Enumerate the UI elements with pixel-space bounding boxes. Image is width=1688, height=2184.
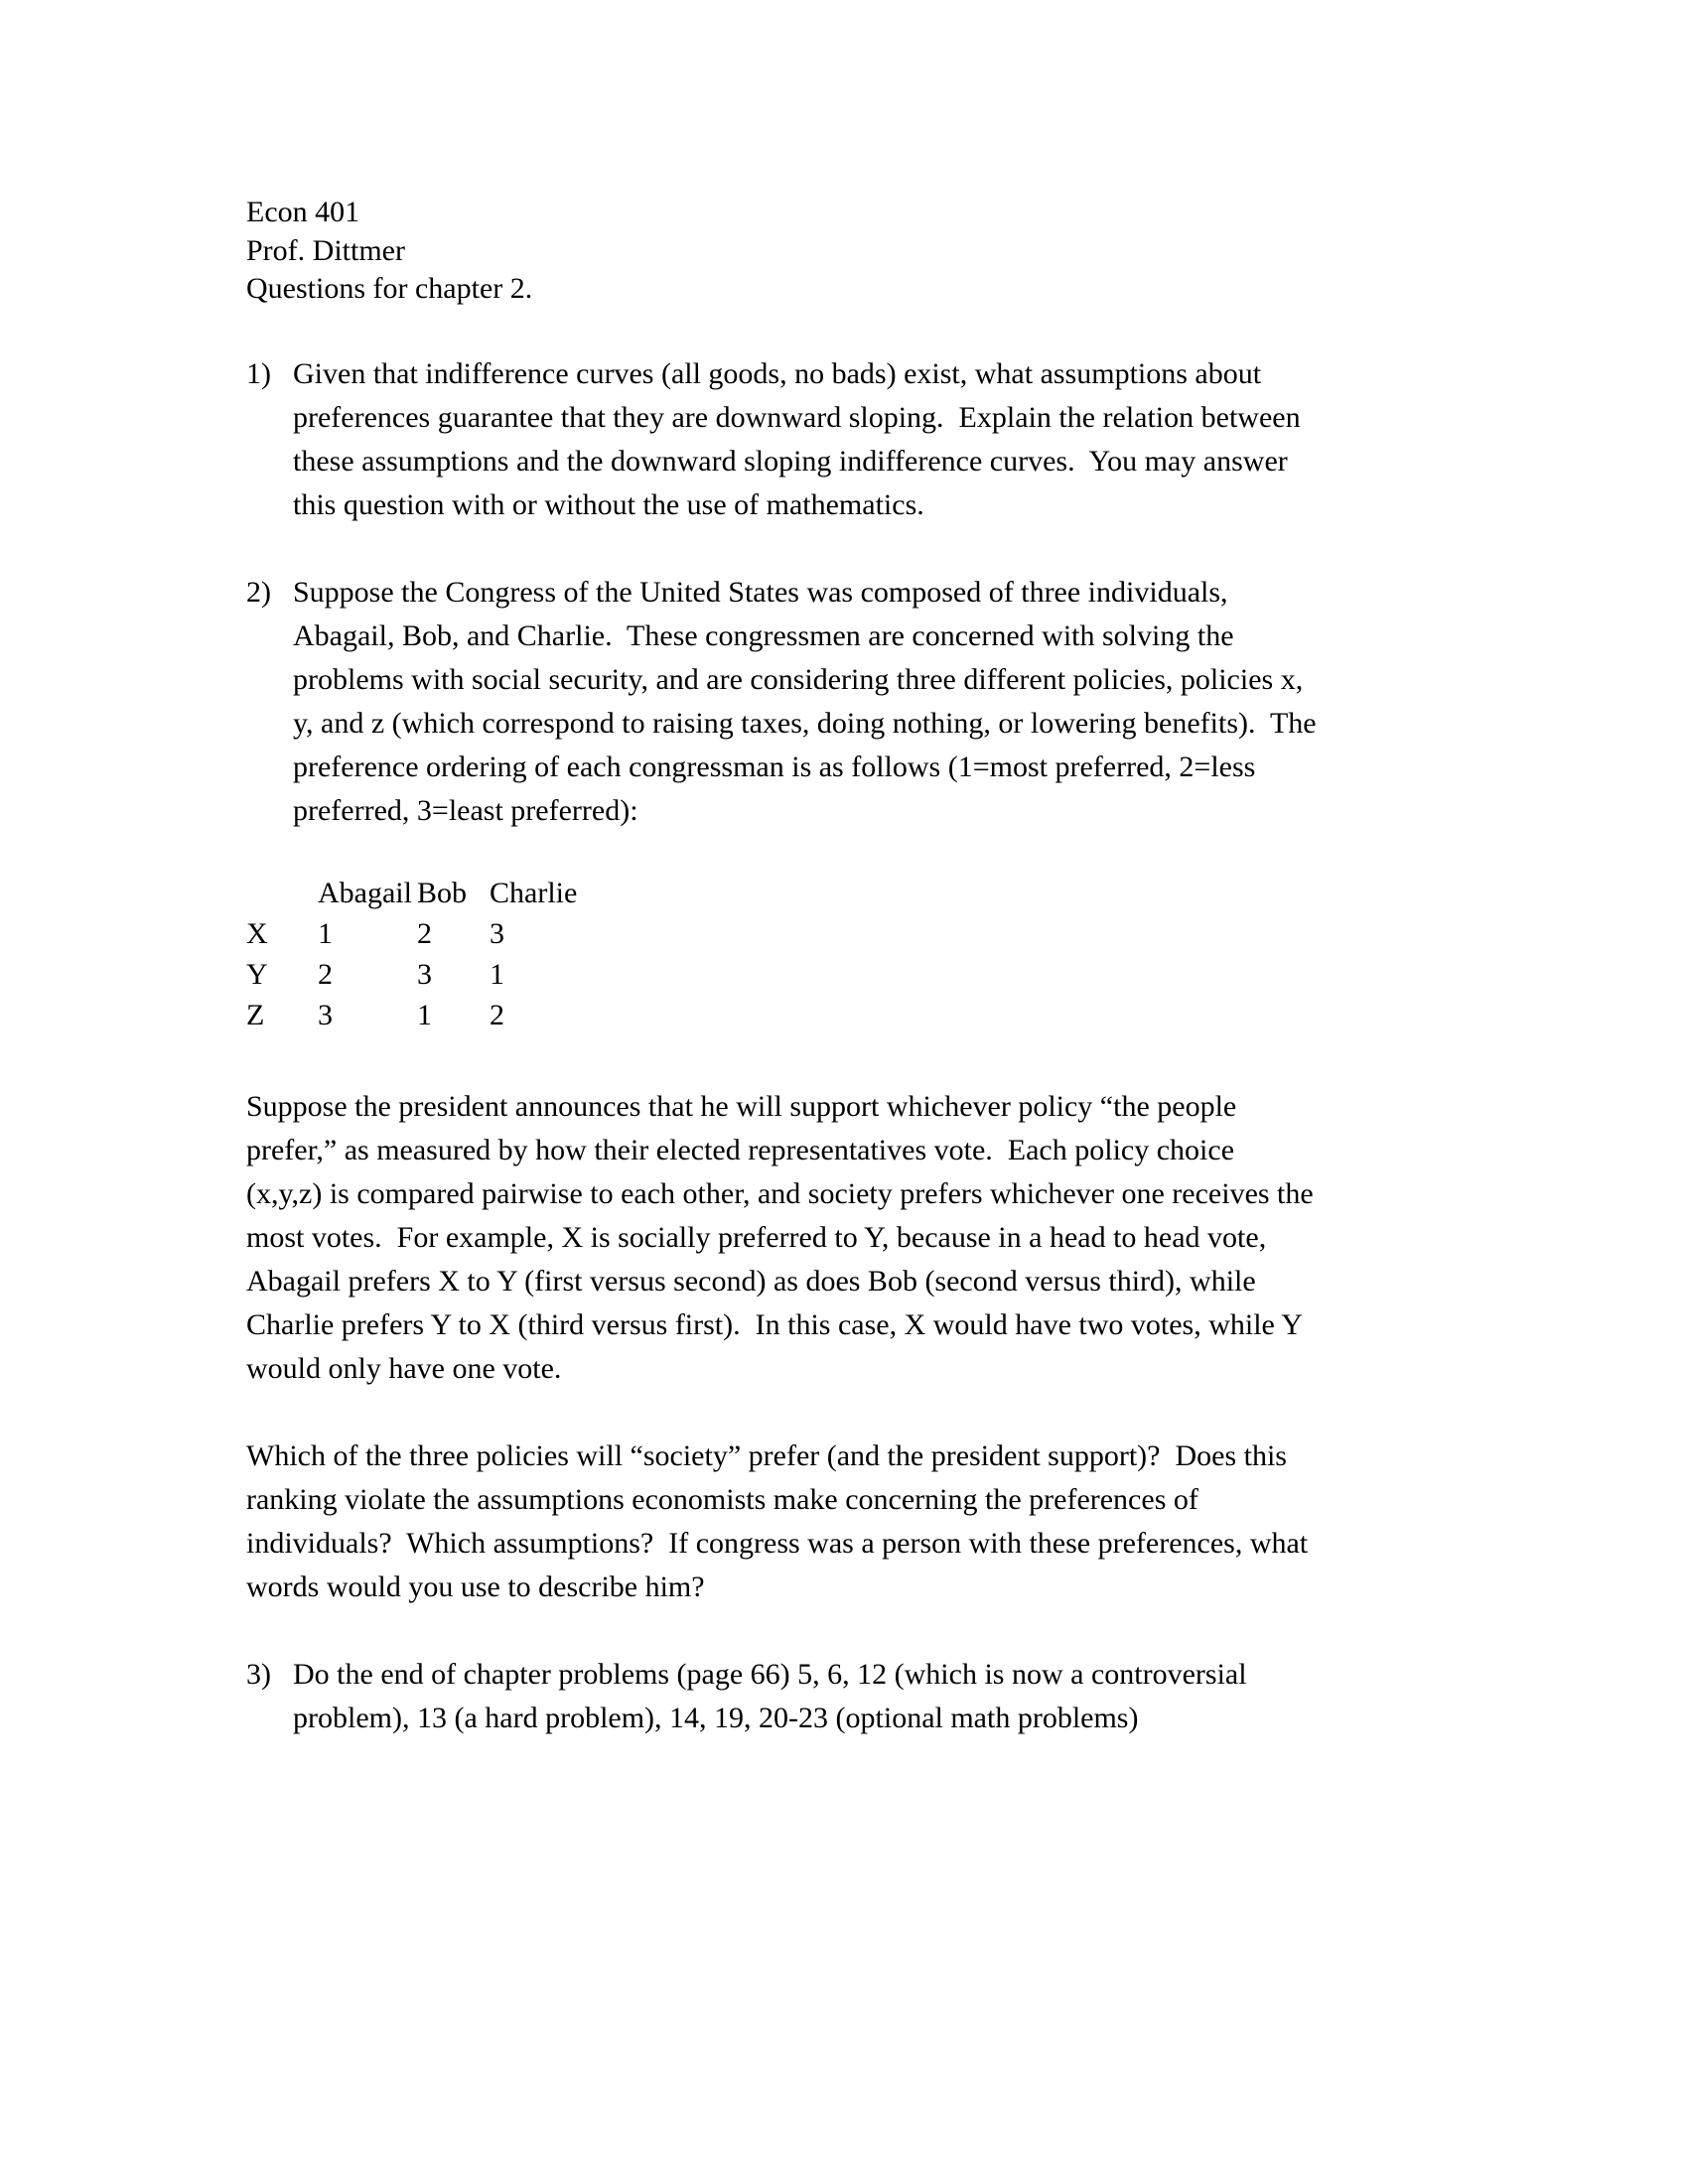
- paragraph-line: (x,y,z) is compared pairwise to each other, and society prefers whichever one receives the: [246, 1176, 1314, 1210]
- paragraph-line: Which of the three policies will “society” prefer (and the president support)? Does this: [246, 1438, 1287, 1472]
- question-line: these assumptions and the downward sloping indifference curves. You may answer: [293, 444, 1288, 478]
- cell-z-charlie: 2: [490, 998, 504, 1031]
- cell-y-bob: 3: [417, 957, 432, 991]
- assignment-subtitle: Questions for chapter 2.: [246, 272, 533, 305]
- row-label-z: Z: [246, 998, 265, 1031]
- cell-z-abagail: 3: [318, 998, 333, 1031]
- question-line: preference ordering of each congressman is as follows (1=most preferred, 2=less: [293, 750, 1256, 783]
- instructor-name: Prof. Dittmer: [246, 233, 405, 267]
- question-line: problem), 13 (a hard problem), 14, 19, 20-23 (optional math problems): [293, 1701, 1139, 1734]
- question-line: preferences guarantee that they are downward sloping. Explain the relation between: [293, 400, 1301, 434]
- question-line: preferred, 3=least preferred):: [293, 793, 638, 827]
- table-head: [246, 873, 629, 913]
- question-line: this question with or without the use of mathematics.: [293, 487, 924, 521]
- spacer: [246, 833, 1433, 873]
- question-item-3: [246, 1653, 1433, 1740]
- spacer: [246, 1035, 1433, 1085]
- cell-x-charlie: 3: [490, 916, 504, 950]
- paragraph-line: Suppose the president announces that he will support whichever policy “the people: [246, 1089, 1237, 1123]
- spacer: [246, 527, 1433, 571]
- table-row: [246, 954, 629, 995]
- document-header: [246, 194, 1433, 309]
- society-prefer-paragraph: [246, 1434, 1433, 1609]
- table-row: [246, 995, 629, 1035]
- question-body-2: [293, 571, 1433, 833]
- question-item-2: [246, 571, 1433, 833]
- question-line: Suppose the Congress of the United States was composed of three individuals,: [293, 575, 1228, 609]
- column-header-abagail: Abagail: [318, 876, 412, 909]
- paragraph-line: words would you use to describe him?: [246, 1570, 705, 1603]
- spacer: [246, 1391, 1433, 1434]
- question-line: Abagail, Bob, and Charlie. These congressmen are concerned with solving the: [293, 618, 1234, 652]
- question-number-2: 2): [246, 575, 271, 609]
- paragraph-line: Abagail prefers X to Y (first versus second) as does Bob (second versus third), while: [246, 1264, 1256, 1297]
- course-title: Econ 401: [246, 196, 360, 228]
- document-content: [246, 194, 1433, 1740]
- cell-x-bob: 2: [417, 916, 432, 950]
- row-label-y: Y: [246, 957, 268, 991]
- question-line: Do the end of chapter problems (page 66) 5, 6, 12 (which is now a controversial: [293, 1657, 1247, 1691]
- table-corner-cell: [246, 873, 318, 913]
- question-line: problems with social security, and are considering three different policies, policies x,: [293, 662, 1304, 696]
- question-item-1: [246, 352, 1433, 527]
- table-row: [246, 913, 629, 954]
- question-line: Given that indifference curves (all goods, no bads) exist, what assumptions about: [293, 356, 1262, 390]
- question-line: y, and z (which correspond to raising taxes, doing nothing, or lowering benefits). The: [293, 706, 1317, 740]
- column-header-bob: Bob: [417, 876, 468, 909]
- paragraph-line: prefer,” as measured by how their elected representatives vote. Each policy choice: [246, 1133, 1235, 1166]
- question-body-1: [293, 352, 1433, 527]
- paragraph-line: would only have one vote.: [246, 1351, 562, 1385]
- question-body-3: [293, 1653, 1433, 1740]
- question-number-3: 3): [246, 1657, 271, 1691]
- paragraph-line: most votes. For example, X is socially preferred to Y, because in a head to head vote,: [246, 1220, 1267, 1254]
- row-label-x: X: [246, 916, 268, 950]
- spacer: [246, 309, 1433, 352]
- question-number-1: 1): [246, 356, 271, 390]
- president-paragraph: [246, 1085, 1433, 1391]
- cell-x-abagail: 1: [318, 916, 333, 950]
- table-header-row: [246, 873, 629, 913]
- spacer: [246, 1609, 1433, 1653]
- cell-y-abagail: 2: [318, 957, 333, 991]
- cell-z-bob: 1: [417, 998, 432, 1031]
- table-body: [246, 913, 629, 1035]
- paragraph-line: Charlie prefers Y to X (third versus first). In this case, X would have two votes, while Y: [246, 1307, 1303, 1341]
- column-header-charlie: Charlie: [490, 876, 578, 909]
- paragraph-line: individuals? Which assumptions? If congress was a person with these preferences, what: [246, 1526, 1309, 1560]
- paragraph-line: ranking violate the assumptions economists make concerning the preferences of: [246, 1482, 1198, 1516]
- cell-y-charlie: 1: [490, 957, 504, 991]
- preference-ordering-table: [246, 873, 629, 1035]
